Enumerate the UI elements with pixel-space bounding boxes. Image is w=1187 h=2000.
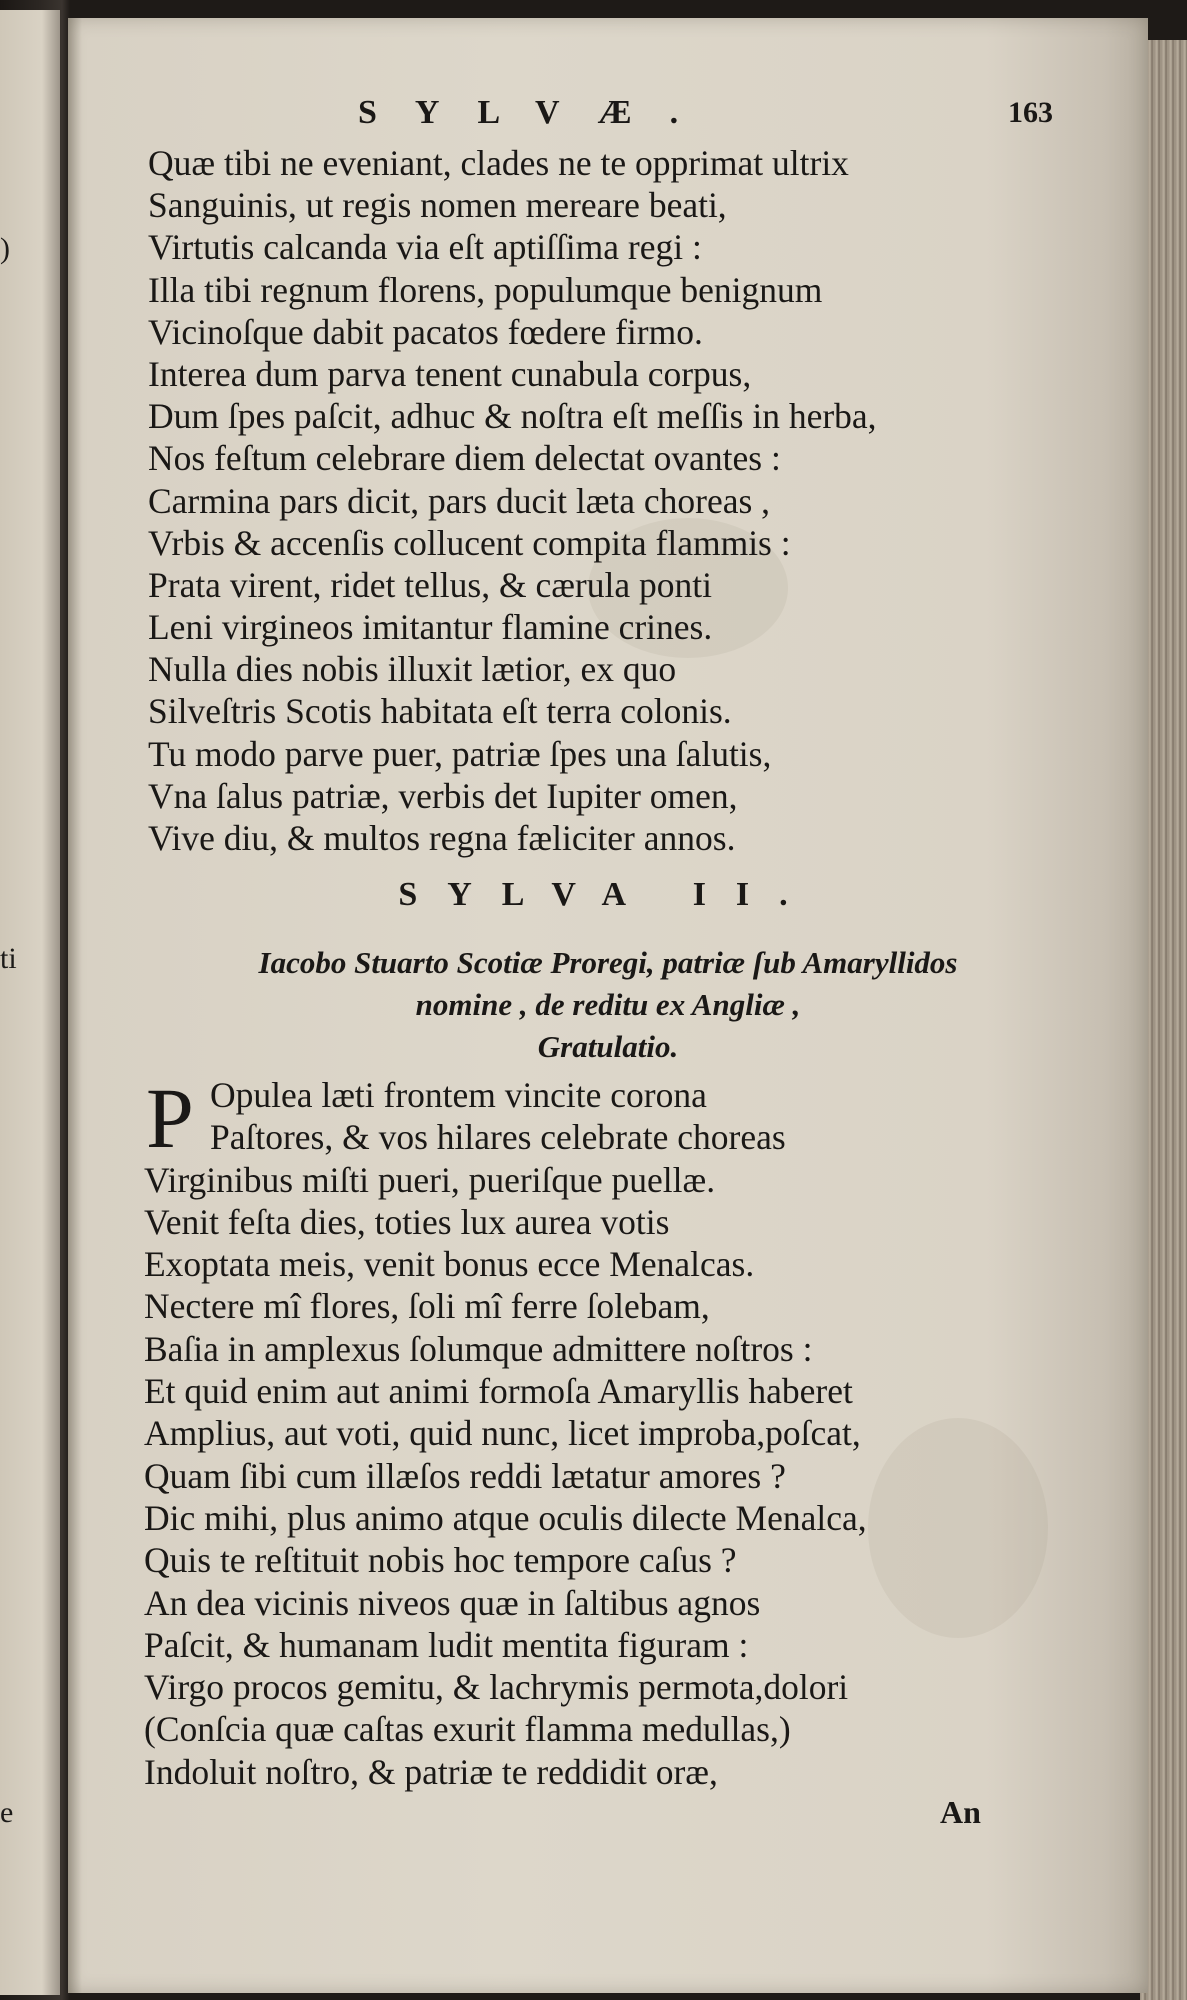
- verse-line: Vna ſalus patriæ, verbis det Iupiter omen,: [148, 775, 738, 816]
- left-page-fragment: ti: [0, 942, 17, 975]
- poem-line: Opulea læti frontem vincite corona: [210, 1075, 707, 1115]
- subtitle-line: Gratulatio.: [537, 1029, 679, 1064]
- poem-line: Amplius, aut voti, quid nunc, licet improba,poſcat,: [144, 1413, 861, 1454]
- poem-line: Quam ſibi cum illæſos reddi lætatur amores ?: [144, 1455, 786, 1496]
- verse-line: Quæ tibi ne eveniant, clades ne te opprimat ultrix: [148, 143, 849, 183]
- poem-line: Dic mihi, plus animo atque oculis dilecte Menalca,: [144, 1497, 867, 1538]
- poem-line: Indoluit noſtro, & patriæ te reddidit oræ,: [144, 1751, 718, 1792]
- poem-line: Nectere mî flores, ſoli mî ferre ſolebam,: [144, 1286, 710, 1327]
- poem-line: Virgo procos gemitu, & lachrymis permota,dolori: [144, 1667, 849, 1708]
- poem-block: [144, 1070, 1104, 1793]
- verse-line: Interea dum parva tenent cunabula corpus,: [148, 353, 752, 394]
- subtitle-line: Iacobo Stuarto Scotiæ Proregi, patriæ ſub Amaryllidos: [258, 945, 958, 980]
- drop-cap: P: [146, 1070, 194, 1166]
- left-page-fragment: e: [0, 1796, 14, 1829]
- running-head: SYLVÆ.: [358, 94, 717, 131]
- verse-line: Dum ſpes paſcit, adhuc & noſtra eſt meſſis in herba,: [148, 396, 877, 437]
- verse-line: Vive diu, & multos regna fæliciter annos.: [148, 818, 736, 858]
- section-title: SYLVA II.: [398, 876, 818, 913]
- verse-line: Leni virgineos imitantur flamine crines.: [148, 607, 713, 648]
- verse-block: [148, 142, 1108, 859]
- verse-line: Carmina pars dicit, pars ducit læta choreas ,: [148, 480, 771, 521]
- poem-line: Paſcit, & humanam ludit mentita figuram :: [144, 1624, 749, 1665]
- poem-line: Baſia in amplexus ſolumque admittere noſtros :: [144, 1328, 813, 1369]
- verse-line: Nos feſtum celebrare diem delectat ovantes :: [148, 438, 781, 479]
- poem-line: Paſtores, & vos hilares celebrate choreas: [210, 1117, 786, 1158]
- verse-line: Silveſtris Scotis habitata eſt terra colonis.: [148, 691, 732, 732]
- verse-line: Vrbis & accenſis collucent compita flammis :: [148, 522, 791, 563]
- poem-line: Et quid enim aut animi formoſa Amaryllis haberet: [144, 1371, 853, 1412]
- verse-line: Nulla dies nobis illuxit lætior, ex quo: [148, 649, 677, 690]
- page-header: [68, 92, 1148, 142]
- page-number: 163: [1008, 96, 1053, 129]
- verse-line: Vicinoſque dabit pacatos fœdere firmo.: [148, 311, 703, 352]
- catchword: An: [940, 1794, 981, 1830]
- verse-line: Illa tibi regnum florens, populumque benignum: [148, 269, 823, 310]
- section-subtitle: [128, 942, 1088, 1068]
- book-page: [68, 18, 1148, 1993]
- poem-line: Virginibus miſti pueri, pueriſque puellæ.: [144, 1159, 716, 1200]
- verse-line: Virtutis calcanda via eſt aptiſſima regi :: [148, 227, 702, 268]
- left-page-edge: [0, 10, 60, 1995]
- poem-line: An dea vicinis niveos quæ in ſaltibus agnos: [144, 1582, 761, 1623]
- poem-line: Venit feſta dies, toties lux aurea votis: [144, 1201, 670, 1242]
- verse-line: Sanguinis, ut regis nomen mereare beati,: [148, 185, 727, 226]
- subtitle-line: nomine , de reditu ex Angliæ ,: [415, 987, 801, 1022]
- poem-line: (Conſcia quæ caſtas exurit flamma medullas,): [144, 1709, 791, 1750]
- left-page-fragment: ): [0, 232, 10, 265]
- verse-line: Prata virent, ridet tellus, & cærula ponti: [148, 564, 712, 605]
- poem-line: Quis te reſtituit nobis hoc tempore caſus ?: [144, 1540, 737, 1581]
- poem-line: Exoptata meis, venit bonus ecce Menalcas.: [144, 1244, 755, 1285]
- verse-line: Tu modo parve puer, patriæ ſpes una ſalutis,: [148, 733, 772, 774]
